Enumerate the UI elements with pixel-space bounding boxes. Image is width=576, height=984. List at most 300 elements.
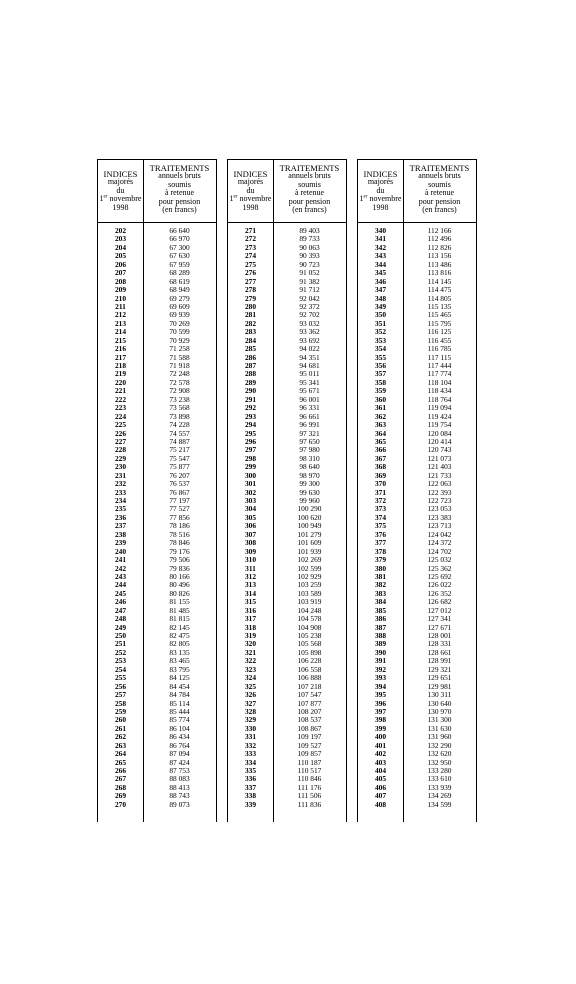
salary-value: 84 125	[169, 673, 190, 683]
salary-value: 74 557	[169, 428, 190, 438]
index-value: 400	[374, 732, 387, 742]
header-indices-date: 1er novembre	[99, 194, 142, 204]
salary-value: 88 083	[169, 774, 190, 784]
salary-value: 68 949	[169, 285, 190, 295]
index-value: 211	[115, 301, 126, 311]
salary-value: 86 764	[169, 740, 190, 750]
salary-value: 112 496	[427, 234, 452, 244]
salary-value: 69 279	[169, 293, 190, 303]
salary-value: 68 619	[169, 276, 190, 286]
salary-value: 106 558	[297, 664, 322, 674]
header-indices-date: 1er novembre	[229, 194, 272, 204]
index-value: 219	[114, 369, 127, 379]
index-value: 367	[374, 453, 387, 463]
index-value: 313	[244, 580, 257, 590]
index-value: 304	[244, 504, 257, 514]
index-value: 242	[114, 563, 127, 573]
index-value: 256	[114, 681, 127, 691]
index-value: 311	[245, 563, 256, 573]
index-value: 380	[374, 563, 387, 573]
index-value: 240	[114, 546, 127, 556]
salary-value: 113 486	[427, 259, 452, 269]
salary-value: 83 465	[169, 656, 190, 666]
salary-value: 131 300	[427, 715, 452, 725]
index-value: 362	[374, 411, 387, 421]
salary-value: 123 713	[427, 521, 452, 531]
index-value: 297	[244, 445, 257, 455]
index-value: 204	[114, 242, 127, 252]
salary-value: 106 888	[297, 673, 322, 683]
index-value: 328	[244, 706, 257, 716]
index-value: 228	[114, 445, 127, 455]
salary-value: 99 630	[299, 487, 320, 497]
header-indices	[98, 160, 143, 222]
salary-value: 113 816	[427, 268, 452, 278]
salary-value: 103 589	[297, 588, 322, 598]
header-traitements-line: soumis	[168, 179, 191, 189]
index-value: 292	[244, 403, 257, 413]
index-value: 343	[374, 251, 387, 261]
salary-value: 134 269	[427, 791, 452, 801]
header-indices-line: majorés	[367, 177, 394, 187]
index-value: 215	[114, 335, 127, 345]
salary-value: 128 661	[427, 647, 452, 657]
salary-value: 115 795	[427, 318, 452, 328]
salary-value: 93 362	[299, 327, 320, 337]
salary-value: 110 517	[297, 766, 322, 775]
index-value: 284	[244, 335, 257, 345]
salary-value: 132 620	[427, 749, 452, 759]
salary-value: 129 321	[427, 664, 452, 674]
salary-value: 130 640	[427, 698, 452, 708]
salary-value: 87 424	[169, 757, 190, 767]
salary-value: 101 609	[297, 538, 322, 548]
index-value: 288	[244, 369, 257, 379]
table-body	[358, 227, 476, 809]
header-traitements-line: annuels bruts	[158, 171, 201, 181]
salary-value: 114 475	[427, 285, 452, 295]
salary-value: 70 929	[169, 335, 190, 345]
index-value: 352	[374, 327, 387, 337]
salary-value: 83 135	[169, 647, 190, 657]
index-value: 323	[244, 664, 257, 674]
index-value: 404	[374, 766, 387, 775]
salary-value: 123 383	[427, 512, 452, 522]
salary-value: 133 939	[427, 782, 452, 792]
index-value: 376	[374, 529, 387, 539]
salary-value: 124 042	[427, 529, 452, 539]
index-value: 366	[374, 445, 387, 455]
salary-value: 98 310	[299, 453, 320, 463]
index-value: 342	[374, 242, 387, 252]
table-row	[358, 801, 476, 809]
salary-value: 98 970	[299, 470, 320, 480]
index-value: 207	[114, 268, 127, 278]
index-value: 354	[374, 344, 387, 354]
salary-value: 124 702	[427, 546, 452, 556]
salary-value: 120 414	[427, 436, 452, 446]
index-value: 283	[244, 327, 257, 337]
index-value: 395	[374, 690, 387, 700]
salary-value: 102 929	[297, 571, 322, 581]
index-value: 394	[374, 681, 387, 691]
index-value: 270	[114, 799, 127, 809]
index-value: 406	[374, 782, 387, 792]
salary-value: 126 352	[427, 588, 452, 598]
index-value: 203	[114, 234, 127, 244]
index-value: 348	[374, 293, 387, 303]
index-value: 261	[114, 723, 127, 733]
index-value: 206	[114, 259, 127, 269]
salary-value: 122 063	[427, 479, 452, 489]
salary-value: 120 743	[427, 445, 452, 455]
salary-value: 94 681	[299, 361, 320, 370]
salary-value: 107 547	[297, 690, 322, 700]
index-value: 322	[244, 656, 257, 666]
header-indices-title: INDICES	[103, 168, 138, 179]
salary-value: 74 228	[169, 420, 190, 430]
salary-value: 67 300	[169, 242, 190, 252]
index-value: 220	[114, 377, 127, 387]
index-value: 315	[244, 597, 257, 607]
salary-value: 92 372	[299, 301, 320, 311]
index-value: 249	[114, 622, 127, 632]
index-value: 364	[374, 428, 387, 438]
salary-value: 74 887	[169, 436, 190, 446]
index-value: 230	[114, 462, 127, 472]
index-value: 271	[244, 226, 257, 235]
header-indices	[358, 160, 403, 222]
index-value: 309	[244, 546, 257, 556]
index-value: 280	[244, 301, 257, 311]
index-value: 383	[374, 588, 387, 598]
index-value: 314	[244, 588, 257, 598]
salary-value: 95 011	[299, 369, 320, 379]
salary-value: 84 454	[169, 681, 190, 691]
index-value: 344	[374, 259, 387, 269]
index-value: 212	[114, 310, 127, 320]
index-value: 236	[114, 512, 127, 522]
salary-value: 127 012	[427, 605, 452, 615]
index-value: 350	[374, 310, 387, 320]
index-value: 316	[244, 605, 257, 615]
index-value: 324	[244, 673, 257, 683]
salary-value: 108 537	[297, 715, 322, 725]
salary-value: 72 248	[169, 369, 190, 379]
salary-value: 78 846	[169, 538, 190, 548]
salary-value: 100 949	[297, 521, 322, 531]
salary-value: 68 289	[169, 268, 190, 278]
salary-value: 77 856	[169, 512, 190, 522]
index-value: 371	[374, 487, 387, 497]
salary-value: 88 743	[169, 791, 190, 801]
header-indices-line: majorés	[237, 177, 264, 187]
salary-value: 71 588	[169, 352, 190, 362]
index-value: 238	[114, 529, 127, 539]
index-value: 345	[374, 268, 387, 278]
index-value: 214	[114, 327, 127, 337]
index-value: 268	[114, 782, 127, 792]
salary-value: 81 485	[169, 605, 190, 615]
header-traitements-line: annuels bruts	[288, 171, 331, 181]
index-value: 234	[114, 496, 127, 505]
index-value: 246	[114, 597, 127, 607]
header-traitements-line: soumis	[298, 179, 321, 189]
salary-value: 109 857	[297, 749, 322, 759]
index-value: 275	[244, 259, 257, 269]
salary-value: 117 444	[427, 361, 452, 370]
salary-value: 75 217	[169, 445, 190, 455]
index-value: 233	[114, 487, 127, 497]
salary-value: 72 578	[169, 377, 190, 387]
index-value: 390	[374, 647, 387, 657]
table-body	[98, 227, 216, 809]
salary-value: 67 630	[169, 251, 190, 261]
salary-value: 99 960	[299, 496, 320, 505]
salary-value: 122 723	[427, 496, 452, 505]
index-value: 310	[244, 555, 257, 565]
salary-value: 76 867	[169, 487, 190, 497]
index-value: 312	[244, 571, 257, 581]
index-value: 257	[114, 690, 127, 700]
index-value: 397	[374, 706, 387, 716]
index-value: 401	[374, 740, 387, 750]
header-traitements-line: (en francs)	[292, 205, 327, 215]
salary-value: 125 362	[427, 563, 452, 573]
index-value: 293	[244, 411, 257, 421]
salary-value: 133 610	[427, 774, 452, 784]
salary-value: 76 537	[169, 479, 190, 489]
index-value: 379	[374, 555, 387, 565]
salary-value: 76 207	[169, 470, 190, 480]
salary-value: 73 238	[169, 394, 190, 404]
salary-value: 104 908	[297, 622, 322, 632]
salary-value: 109 527	[297, 740, 322, 750]
salary-value: 126 682	[427, 597, 452, 607]
index-value: 222	[114, 394, 127, 404]
index-value: 272	[244, 234, 257, 244]
salary-value: 96 661	[299, 411, 320, 421]
index-value: 405	[374, 774, 387, 784]
salary-value: 91 712	[299, 285, 320, 295]
index-value: 264	[114, 749, 127, 759]
index-value: 278	[244, 285, 257, 295]
index-value: 357	[374, 369, 387, 379]
salary-value: 112 826	[427, 242, 452, 252]
salary-value: 70 599	[169, 327, 190, 337]
header-indices-date: 1er novembre	[359, 194, 402, 204]
salary-value: 105 568	[297, 639, 322, 649]
index-value: 389	[374, 639, 387, 649]
index-value: 308	[244, 538, 257, 548]
index-value: 319	[244, 631, 257, 640]
index-value: 301	[244, 479, 257, 489]
index-value: 276	[244, 268, 257, 278]
index-value: 373	[374, 504, 387, 514]
salary-value: 93 692	[299, 335, 320, 345]
index-value: 274	[244, 251, 257, 261]
salary-value: 130 311	[427, 690, 452, 700]
salary-value: 77 527	[169, 504, 190, 514]
salary-value: 126 022	[427, 580, 452, 590]
salary-value: 81 815	[169, 614, 190, 624]
index-value: 269	[114, 791, 127, 801]
salary-value: 117 774	[427, 369, 452, 379]
salary-value: 105 898	[297, 647, 322, 657]
index-value: 306	[244, 521, 257, 531]
salary-value: 127 341	[427, 614, 452, 624]
header-traitements-line: à retenue	[424, 188, 455, 198]
index-value: 232	[114, 479, 127, 489]
salary-value: 95 341	[299, 377, 320, 387]
salary-value: 87 753	[169, 766, 190, 775]
index-value: 263	[114, 740, 127, 750]
index-value: 218	[114, 361, 127, 370]
index-value: 260	[114, 715, 127, 725]
header-traitements-line: à retenue	[164, 188, 195, 198]
header-traitements-line: à retenue	[294, 188, 325, 198]
salary-value: 79 836	[169, 563, 190, 573]
index-value: 402	[374, 749, 387, 759]
index-value: 374	[374, 512, 387, 522]
salary-value: 91 052	[299, 268, 320, 278]
index-value: 273	[244, 242, 257, 252]
salary-value: 96 991	[299, 420, 320, 430]
index-value: 353	[374, 335, 387, 345]
header-indices-line: du	[246, 185, 255, 195]
index-value: 330	[244, 723, 257, 733]
index-value: 213	[114, 318, 127, 328]
index-value: 385	[374, 605, 387, 615]
salary-value: 101 939	[297, 546, 322, 556]
index-value: 356	[374, 361, 387, 370]
header-traitements-title: TRAITEMENTS	[149, 163, 210, 173]
salary-value: 107 877	[297, 698, 322, 708]
salary-value: 98 640	[299, 462, 320, 472]
salary-value: 115 465	[427, 310, 452, 320]
index-value: 237	[114, 521, 127, 531]
salary-value: 82 145	[169, 622, 190, 632]
index-value: 235	[114, 504, 127, 514]
salary-value: 108 867	[297, 723, 322, 733]
salary-value: 121 733	[427, 470, 452, 480]
index-value: 298	[244, 453, 257, 463]
index-value: 254	[114, 664, 127, 674]
salary-value: 108 207	[297, 706, 322, 716]
index-value: 408	[374, 799, 387, 809]
header-indices-line: du	[116, 185, 125, 195]
index-value: 223	[114, 403, 127, 413]
header-traitements-line: pour pension	[158, 196, 201, 206]
salary-value: 123 053	[427, 504, 452, 514]
table-row	[228, 801, 346, 809]
salary-value: 118 764	[427, 394, 452, 404]
salary-value: 100 620	[297, 512, 322, 522]
index-value: 358	[374, 377, 387, 387]
header-traitements-title: TRAITEMENTS	[279, 163, 340, 173]
header-traitements-line: annuels bruts	[418, 171, 461, 181]
index-value: 317	[244, 614, 257, 624]
salary-value: 125 032	[427, 555, 452, 565]
index-value: 333	[244, 749, 257, 759]
index-value: 295	[244, 428, 257, 438]
salary-value: 80 496	[169, 580, 190, 590]
salary-value: 85 114	[169, 698, 190, 708]
salary-value: 90 393	[299, 251, 320, 261]
index-value: 258	[114, 698, 127, 708]
salary-value: 91 382	[299, 276, 320, 286]
index-value: 320	[244, 639, 257, 649]
index-value: 253	[114, 656, 127, 666]
index-value: 296	[244, 436, 257, 446]
salary-value: 116 125	[427, 327, 452, 337]
header-traitements	[143, 160, 216, 222]
index-value: 282	[244, 318, 257, 328]
salary-value: 66 640	[169, 226, 190, 235]
index-salary-table-2	[227, 159, 347, 822]
salary-value: 105 238	[297, 631, 322, 640]
index-value: 227	[114, 436, 127, 446]
salary-value: 85 444	[169, 706, 190, 716]
index-value: 229	[114, 453, 127, 463]
salary-value: 114 145	[427, 276, 452, 286]
index-salary-table-3	[357, 159, 477, 822]
index-value: 355	[374, 352, 387, 362]
salary-value: 119 424	[427, 411, 452, 421]
index-value: 294	[244, 420, 257, 430]
header-indices-line: majorés	[107, 177, 134, 187]
index-value: 290	[244, 386, 257, 396]
salary-value: 72 908	[169, 386, 190, 396]
salary-value: 69 609	[169, 301, 190, 311]
salary-value: 95 671	[299, 386, 320, 396]
salary-value: 122 393	[427, 487, 452, 497]
index-value: 243	[114, 571, 127, 581]
salary-value: 130 970	[427, 706, 452, 716]
header-traitements-line: (en francs)	[422, 205, 457, 215]
index-value: 339	[244, 799, 257, 809]
index-value: 255	[114, 673, 127, 683]
index-value: 239	[114, 538, 127, 548]
index-value: 351	[374, 318, 387, 328]
salary-value: 119 094	[427, 403, 452, 413]
index-value: 245	[114, 588, 127, 598]
index-value: 338	[244, 791, 257, 801]
salary-value: 107 218	[297, 681, 322, 691]
index-value: 359	[374, 386, 387, 396]
table-row	[98, 801, 216, 809]
salary-value: 73 898	[169, 411, 190, 421]
salary-value: 86 104	[169, 723, 190, 733]
index-value: 285	[244, 344, 257, 354]
index-value: 334	[244, 757, 257, 767]
index-value: 299	[244, 462, 257, 472]
index-value: 244	[114, 580, 127, 590]
table-header	[98, 160, 216, 223]
index-value: 365	[374, 436, 387, 446]
index-value: 305	[244, 512, 257, 522]
salary-value: 78 186	[169, 521, 190, 531]
salary-value: 73 568	[169, 403, 190, 413]
salary-value: 79 176	[169, 546, 190, 556]
salary-value: 134 599	[427, 799, 452, 809]
salary-value: 116 455	[427, 335, 452, 345]
salary-value: 121 403	[427, 462, 452, 472]
salary-value: 79 506	[169, 555, 190, 565]
index-value: 259	[114, 706, 127, 716]
salary-value: 115 135	[427, 301, 452, 311]
salary-value: 109 197	[297, 732, 322, 742]
